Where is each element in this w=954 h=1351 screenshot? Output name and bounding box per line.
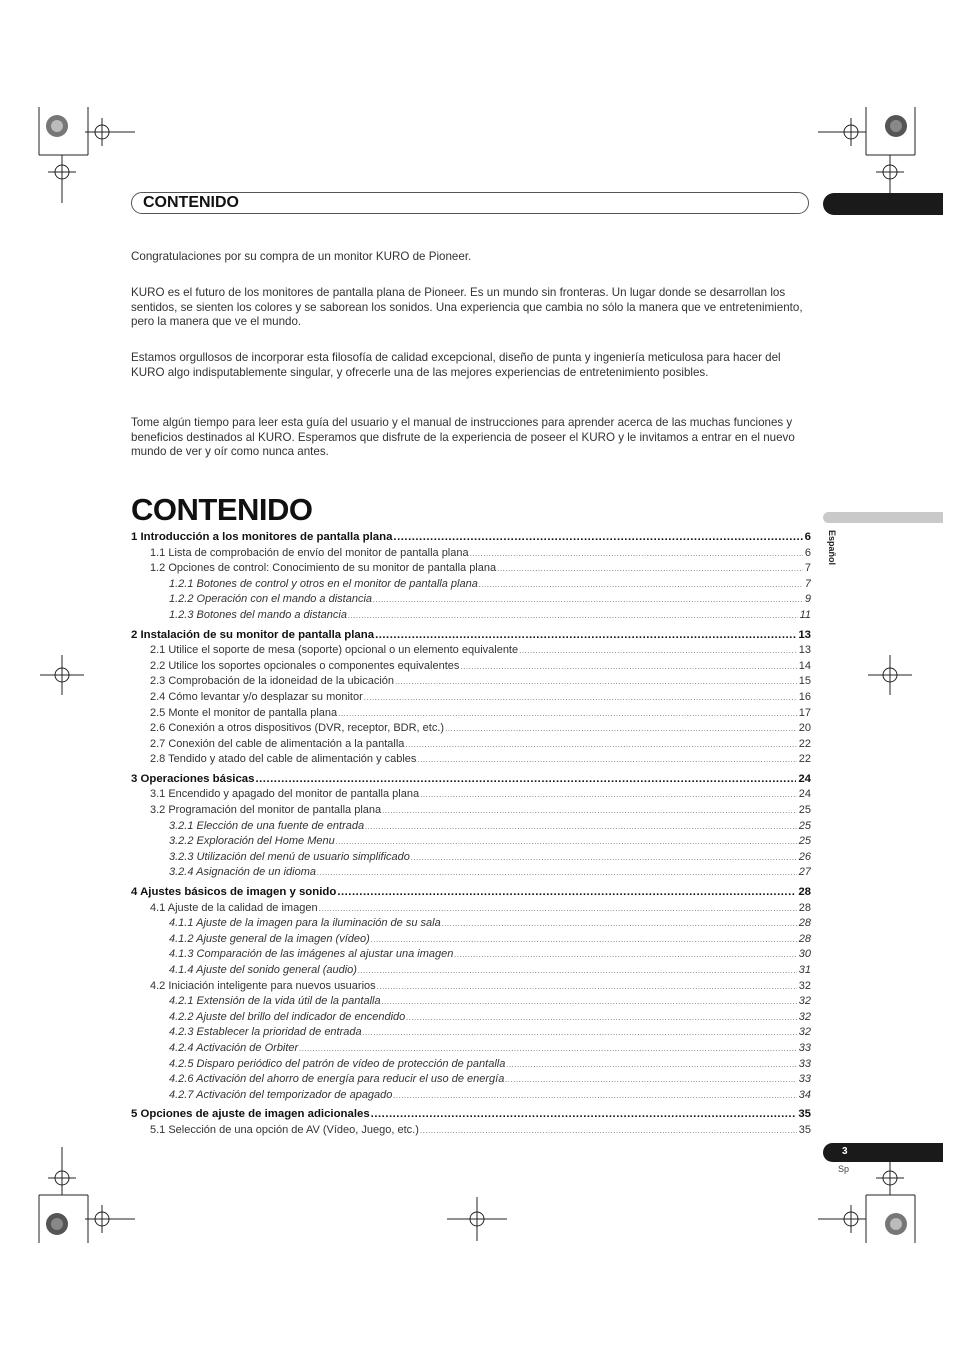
toc-entry[interactable]	[150, 1124, 811, 1136]
toc-entry-title: 4.2.1 Extensión de la vida útil de la pantalla	[169, 995, 381, 1008]
toc-leader-dots	[411, 853, 797, 862]
toc-leader-dots	[365, 822, 797, 831]
toc-entry[interactable]	[150, 562, 811, 574]
toc-leader-dots	[417, 755, 796, 764]
toc-entry[interactable]	[169, 578, 811, 590]
toc-entry-page: 22	[798, 737, 811, 750]
toc-entry[interactable]	[169, 820, 811, 832]
toc-leader-dots	[420, 1126, 797, 1135]
toc-entry[interactable]	[169, 1026, 811, 1038]
toc-entry-title: 4.1.4 Ajuste del sonido general (audio)	[169, 963, 357, 976]
toc-entry-page: 32	[798, 1026, 811, 1039]
toc-entry-page: 28	[798, 932, 811, 945]
toc-entry[interactable]	[169, 964, 811, 976]
toc-entry[interactable]	[169, 948, 811, 960]
toc-leader-dots	[420, 790, 797, 799]
toc-entry-title: 2.4 Cómo levantar y/o desplazar su monitor	[150, 690, 363, 703]
toc-entry-title: 4.2.6 Activación del ahorro de energía para reducir el uso de energía	[169, 1073, 505, 1086]
toc-entry[interactable]	[150, 804, 811, 816]
intro-paragraph-2: KURO es el futuro de los monitores de pantalla plana de Pioneer. Es un mundo sin fronteras. Un lugar donde se desarrollan los sentidos, se sienten los colores y se saborean los sonidos. Una experiencia que cambia no sólo la manera que ve entretenimiento, pero la manera que ve el mundo.	[131, 286, 803, 329]
toc-entry[interactable]	[150, 902, 811, 914]
toc-leader-dots	[393, 1091, 796, 1100]
toc-entry[interactable]	[131, 886, 811, 898]
toc-entry-page: 24	[798, 772, 811, 785]
toc-leader-dots	[497, 564, 803, 573]
language-tab	[823, 512, 943, 523]
toc-entry[interactable]	[131, 773, 811, 785]
toc-entry[interactable]	[169, 933, 811, 945]
toc-entry[interactable]	[150, 788, 811, 800]
toc-entry-page: 15	[798, 675, 811, 688]
toc-entry[interactable]	[169, 835, 811, 847]
toc-leader-dots	[348, 611, 798, 620]
toc-entry-page: 32	[798, 979, 811, 992]
toc-entry-page: 33	[798, 1073, 811, 1086]
toc-entry-page: 26	[798, 850, 811, 863]
toc-leader-dots	[337, 886, 796, 898]
toc-leader-dots	[338, 709, 797, 718]
toc-entry-title: 2.5 Monte el monitor de pantalla plana	[150, 706, 338, 719]
toc-leader-dots	[405, 740, 796, 749]
intro-paragraph-1: Congratulaciones por su compra de un monitor KURO de Pioneer.	[131, 250, 472, 263]
toc-leader-dots	[382, 806, 797, 815]
toc-entry[interactable]	[169, 1042, 811, 1054]
toc-leader-dots	[406, 1013, 796, 1022]
toc-entry[interactable]	[150, 738, 811, 750]
toc-entry-page: 33	[798, 1057, 811, 1070]
header-title: CONTENIDO	[143, 194, 239, 211]
toc-entry-title: 4.2.2 Ajuste del brillo del indicador de encendido	[169, 1010, 406, 1023]
toc-entry-page: 28	[798, 885, 811, 898]
toc-entry-page: 6	[804, 546, 811, 559]
toc-entry-title: 3.2.3 Utilización del menú de usuario simplificado	[169, 850, 410, 863]
toc-entry-title: 2.1 Utilice el soporte de mesa (soporte) opcional o un elemento equivalente	[150, 644, 519, 657]
toc-entry[interactable]	[169, 866, 811, 878]
toc-leader-dots	[393, 531, 802, 543]
toc-entry[interactable]	[131, 629, 811, 641]
toc-entry-page: 7	[804, 562, 811, 575]
toc-entry[interactable]	[169, 1011, 811, 1023]
toc-leader-dots	[506, 1060, 796, 1069]
chapter-tab	[823, 193, 943, 215]
toc-entry-page: 11	[799, 609, 811, 621]
toc-entry-title: 2.7 Conexión del cable de alimentación a la pantalla	[150, 737, 405, 750]
toc-entry-title: 2.2 Utilice los soportes opcionales o componentes equivalentes	[150, 659, 460, 672]
toc-entry-page: 35	[798, 1123, 811, 1136]
toc-entry-title: 2.3 Comprobación de la idoneidad de la ubicación	[150, 675, 395, 688]
toc-entry[interactable]	[169, 593, 811, 605]
toc-entry[interactable]	[150, 691, 811, 703]
toc-entry-title: 4.1.1 Ajuste de la imagen para la iluminación de su sala	[169, 917, 441, 930]
toc-entry-title: 3.2.4 Asignación de un idioma	[169, 866, 316, 879]
toc-entry-page: 28	[798, 917, 811, 930]
toc-entry[interactable]	[150, 753, 811, 765]
toc-entry-title: 1.2 Opciones de control: Conocimiento de su monitor de pantalla plana	[150, 562, 497, 575]
toc-entry[interactable]	[150, 547, 811, 559]
toc-leader-dots	[479, 580, 803, 589]
toc-entry-page: 20	[798, 722, 811, 735]
page-number: 3	[842, 1146, 848, 1157]
toc-leader-dots	[319, 904, 797, 913]
toc-entry[interactable]	[169, 995, 811, 1007]
toc-entry-page: 32	[798, 995, 811, 1008]
toc-entry-page: 31	[798, 963, 811, 976]
toc-entry-title: 3 Operaciones básicas	[131, 772, 255, 785]
toc-entry-title: 1.1 Lista de comprobación de envío del monitor de pantalla plana	[150, 546, 469, 559]
toc-leader-dots	[371, 1108, 797, 1120]
toc-entry-title: 4.2.3 Establecer la prioridad de entrada	[169, 1026, 362, 1039]
toc-entry-page: 32	[798, 1010, 811, 1023]
toc-entry-page: 34	[798, 1088, 811, 1101]
toc-leader-dots	[445, 724, 797, 733]
toc-entry[interactable]	[169, 851, 811, 863]
toc-entry-page: 13	[798, 628, 811, 641]
toc-entry-page: 9	[804, 593, 811, 606]
toc-leader-dots	[317, 868, 797, 877]
toc-entry-page: 6	[804, 531, 811, 543]
toc-entry-title: 1.2.2 Operación con el mando a distancia	[169, 593, 373, 606]
toc-entry-page: 25	[798, 835, 811, 848]
toc-entry-title: 4.2.7 Activación del temporizador de apagado	[169, 1088, 393, 1101]
toc-leader-dots	[395, 677, 797, 686]
toc-leader-dots	[364, 693, 797, 702]
toc-entry-page: 35	[798, 1108, 811, 1121]
toc-leader-dots	[358, 966, 797, 975]
toc-leader-dots	[373, 595, 803, 604]
toc-entry[interactable]	[150, 675, 811, 687]
toc-entry-title: 2 Instalación de su monitor de pantalla plana	[131, 628, 375, 641]
toc-entry-title: 3.2.1 Elección de una fuente de entrada	[169, 819, 365, 832]
toc-entry-page: 25	[798, 804, 811, 816]
toc-entry-page: 28	[798, 901, 811, 914]
toc-entry-page: 17	[798, 706, 811, 719]
toc-entry-page: 27	[798, 866, 811, 879]
toc-entry-title: 1.2.1 Botones de control y otros en el monitor de pantalla plana	[169, 577, 478, 590]
toc-entry-title: 4.2 Iniciación inteligente para nuevos usuarios	[150, 979, 376, 992]
toc-leader-dots	[460, 662, 796, 671]
toc-entry-title: 4 Ajustes básicos de imagen y sonido	[131, 885, 337, 898]
toc-entry-title: 4.1 Ajuste de la calidad de imagen	[150, 901, 318, 914]
toc-entry[interactable]	[169, 917, 811, 929]
toc-leader-dots	[371, 935, 797, 944]
toc-leader-dots	[375, 629, 796, 641]
toc-entry-page: 24	[798, 788, 811, 801]
toc-entry-title: 4.2.4 Activación de Orbiter	[169, 1041, 299, 1054]
toc-leader-dots	[299, 1044, 797, 1053]
toc-leader-dots	[442, 919, 797, 928]
language-label: Español	[827, 530, 837, 566]
toc-entry-title: 4.1.2 Ajuste general de la imagen (vídeo)	[169, 932, 370, 945]
toc-leader-dots	[363, 1028, 797, 1037]
toc-entry-title: 5 Opciones de ajuste de imagen adicionales	[131, 1108, 370, 1121]
toc-entry[interactable]	[169, 1058, 811, 1070]
toc-leader-dots	[470, 549, 803, 558]
toc-entry-title: 3.2 Programación del monitor de pantalla plana	[150, 804, 382, 816]
toc-entry-page: 30	[798, 948, 811, 961]
toc-entry[interactable]	[169, 1089, 811, 1101]
toc-entry-title: 1.2.3 Botones del mando a distancia	[169, 609, 347, 621]
toc-leader-dots	[377, 982, 797, 991]
toc-entry[interactable]	[169, 1073, 811, 1085]
toc-entry-title: 2.6 Conexión a otros dispositivos (DVR, receptor, BDR, etc.)	[150, 722, 445, 735]
page-language-code: Sp	[838, 1164, 850, 1174]
toc-entry-title: 3.1 Encendido y apagado del monitor de pantalla plana	[150, 788, 420, 801]
toc-leader-dots	[519, 646, 797, 655]
toc-leader-dots	[382, 997, 797, 1006]
toc-entry-page: 13	[798, 644, 811, 657]
toc-entry-page: 22	[798, 753, 811, 766]
toc-title: CONTENIDO	[131, 492, 313, 527]
toc-entry-page: 14	[798, 659, 811, 672]
toc-entry[interactable]	[131, 1108, 811, 1120]
toc-entry[interactable]	[150, 644, 811, 656]
toc-leader-dots	[336, 837, 797, 846]
toc-entry-title: 2.8 Tendido y atado del cable de alimentación y cables	[150, 753, 417, 766]
toc-entry-page: 25	[798, 819, 811, 832]
intro-paragraph-4: Tome algún tiempo para leer esta guía del usuario y el manual de instrucciones para aprender acerca de las muchas funciones y beneficios destinados al KURO. Esperamos que disfrute de la experiencia de poseer el KURO y le invitamos a entrar en el nuevo mundo de ver y oír como nunca antes.	[131, 416, 795, 459]
toc-leader-dots	[454, 950, 796, 959]
toc-leader-dots	[255, 773, 796, 785]
toc-entry-title: 1 Introducción a los monitores de pantalla plana	[131, 531, 393, 543]
toc-entry[interactable]	[131, 531, 811, 543]
toc-entry[interactable]	[150, 660, 811, 672]
intro-paragraph-3: Estamos orgullosos de incorporar esta filosofía de calidad excepcional, diseño de punta y ingeniería meticulosa para hacer del KURO algo indisputablemente singular, y ofrecerle una de las mejores experiencias de entretenimiento posibles.	[131, 351, 781, 379]
page-number-tab	[823, 1143, 943, 1162]
toc-leader-dots	[505, 1075, 796, 1084]
toc-entry[interactable]	[150, 707, 811, 719]
toc-entry-page: 16	[798, 690, 811, 703]
toc-entry-title: 4.1.3 Comparación de las imágenes al ajustar una imagen	[169, 948, 454, 961]
toc-entry[interactable]	[150, 722, 811, 734]
toc-entry-title: 5.1 Selección de una opción de AV (Vídeo, Juego, etc.)	[150, 1123, 419, 1136]
toc-entry-title: 3.2.2 Exploración del Home Menu	[169, 835, 335, 848]
toc-entry[interactable]	[169, 609, 811, 621]
toc-entry[interactable]	[150, 980, 811, 992]
toc-entry-title: 4.2.5 Disparo periódico del patrón de vídeo de protección de pantalla	[169, 1057, 506, 1070]
toc-entry-page: 7	[804, 577, 811, 590]
toc-entry-page: 33	[798, 1041, 811, 1054]
